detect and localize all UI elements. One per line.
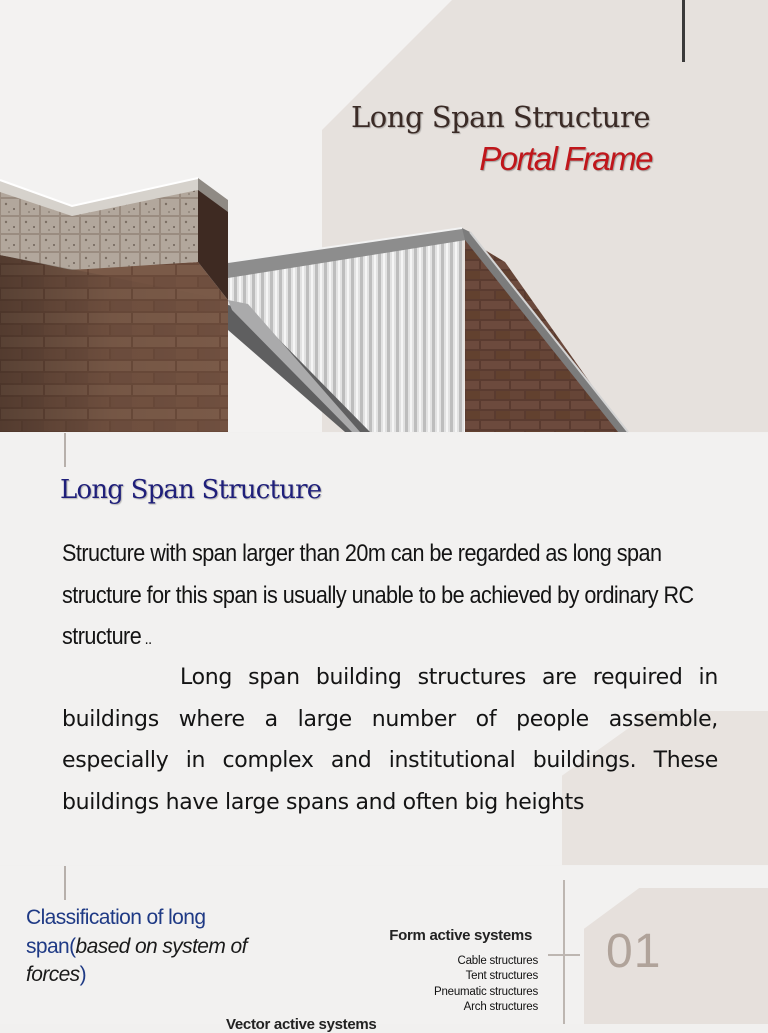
body-paragraph: Long span building structures are required in buildings where a large number of people assemble, especially in complex and institutional buildings. These buildings have large spans and often big heights xyxy=(62,665,718,815)
accent-tick xyxy=(64,433,66,467)
definition-slide xyxy=(0,433,768,865)
form-active-list xyxy=(434,954,538,1016)
section-heading: Long Span Structure xyxy=(60,475,322,505)
list-item: Cable structures xyxy=(457,955,538,967)
list-item: Arch structures xyxy=(463,1001,538,1014)
vector-active-title: Vector active systems xyxy=(226,1016,377,1033)
accent-tick xyxy=(64,866,66,900)
divider-vertical xyxy=(563,880,565,1024)
slide-number: 01 xyxy=(606,925,662,978)
list-item: Tent structures xyxy=(465,970,538,983)
building-roof-photo xyxy=(0,0,768,432)
classification-slide xyxy=(0,866,768,1033)
slide-subtitle: Portal Frame xyxy=(479,140,652,177)
slide-title: Long Span Structure xyxy=(351,100,650,134)
divider-horizontal xyxy=(548,954,580,956)
classification-close: ) xyxy=(79,963,86,986)
definition-trailing-dots: .. xyxy=(141,631,152,648)
list-item: Pneumatic structures xyxy=(433,985,538,998)
title-slide xyxy=(0,0,768,432)
form-active-title: Form active systems xyxy=(389,927,532,944)
classification-basis: based on system of forces xyxy=(26,934,247,986)
definition-main: Structure with span larger than 20m can be regarded as long span structure for this span is usually unable to be achieved by ordinary RC structure xyxy=(62,540,694,650)
classification-label: Classification of long span( xyxy=(26,906,206,958)
definition-text xyxy=(62,533,710,661)
classification-heading xyxy=(26,904,256,990)
